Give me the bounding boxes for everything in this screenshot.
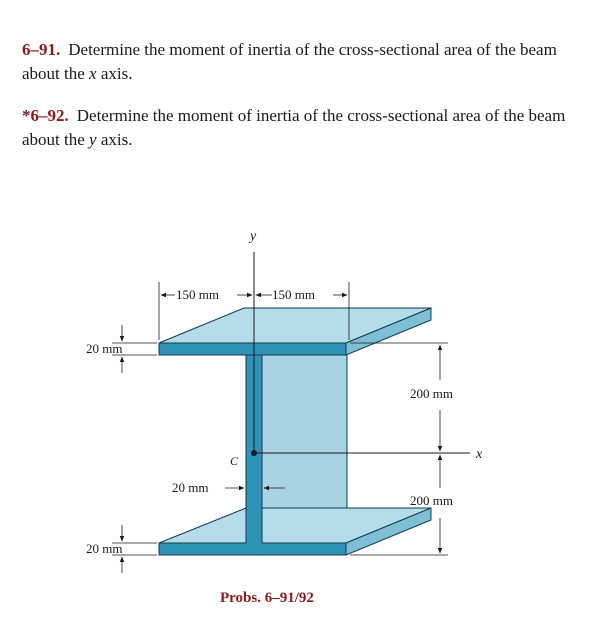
dim-flange-left-label: 150 mm xyxy=(176,287,219,302)
bottom-flange-front-face xyxy=(159,543,346,555)
dim-flange-right-label: 150 mm xyxy=(272,287,315,302)
problem-text-end: axis. xyxy=(96,130,133,149)
problem-number: 6–91. xyxy=(22,40,61,59)
axis-variable: y xyxy=(89,130,97,149)
x-axis-label: x xyxy=(476,447,483,462)
y-axis-label: y xyxy=(250,229,257,244)
centroid-point xyxy=(251,450,257,456)
top-flange-front-face xyxy=(159,343,346,355)
dim-lower-half-label: 200 mm xyxy=(410,493,453,508)
problem-text-end: axis. xyxy=(96,64,133,83)
problem-text: Determine the moment of inertia of the cross-sectional area of the beam about the xyxy=(22,40,557,83)
centroid-label: C xyxy=(230,454,239,468)
problem-text: Determine the moment of inertia of the cross-sectional area of the beam about the xyxy=(22,106,566,149)
dim-web-thickness-label: 20 mm xyxy=(172,480,209,495)
dim-upper-half-label: 200 mm xyxy=(410,386,453,401)
dim-bottom-flange-thickness-label: 20 mm xyxy=(86,541,123,556)
figure-caption: Probs. 6–91/92 xyxy=(220,590,314,606)
web-front-face-lower xyxy=(246,508,262,544)
dim-top-flange-thickness-label: 20 mm xyxy=(86,341,123,356)
problem-number: *6–92. xyxy=(22,106,69,125)
axis-variable: x xyxy=(89,64,97,83)
